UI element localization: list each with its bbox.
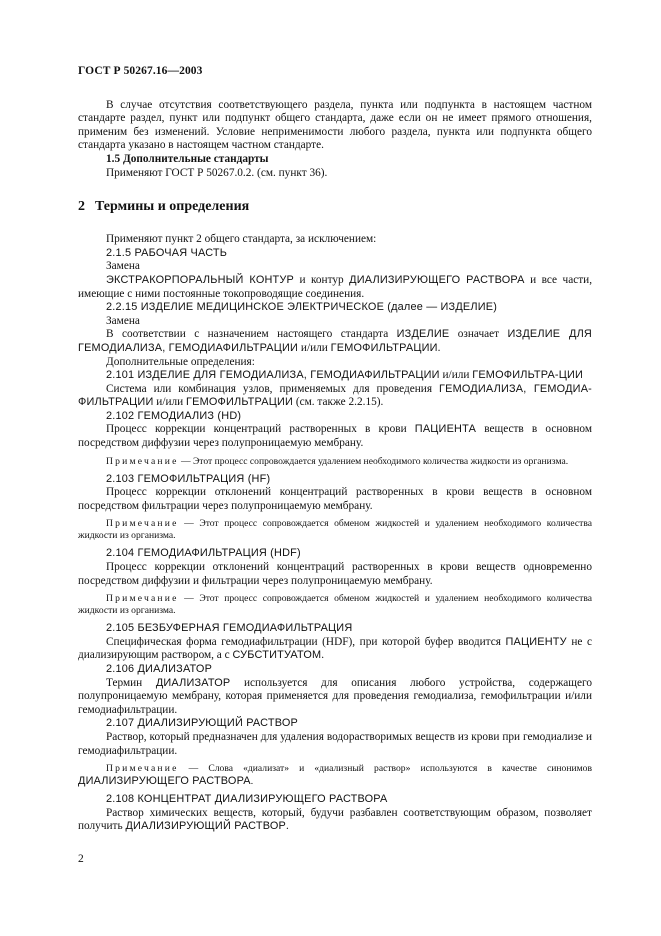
additional-definitions: Дополнительные определения: [106, 355, 255, 368]
term-2-101-text [78, 383, 592, 410]
term-2-104-label: 2.104 ГЕМОДИАФИЛЬТРАЦИЯ (HDF) [106, 547, 301, 560]
note-text: — Слова «диализат» и «диализный раствор» используются в качестве синонимов [178, 763, 592, 775]
term-2-2-15-label: 2.2.15 ИЗДЕЛИЕ МЕДИЦИНСКОЕ ЭЛЕКТРИЧЕСКОЕ (далее — ИЗДЕЛИЕ) [106, 301, 498, 314]
term-text: Система или комбинация узлов, применяемых для проведения [106, 382, 440, 395]
section-2-number: 2 [78, 199, 85, 215]
term-text-sans: ГЕМОФИЛЬТРА-ЦИИ [472, 369, 584, 382]
term-2-105-label: 2.105 БЕЗБУФЕРНАЯ ГЕМОДИАФИЛЬТРАЦИЯ [106, 622, 353, 635]
section-1-5-title: 1.5 Дополнительные стандарты [106, 152, 269, 165]
term-text: не с диализирующим раствором, а с [78, 635, 592, 662]
term-2-1-5-replace: Замена [106, 260, 140, 273]
term-2-102-label: 2.102 ГЕМОДИАЛИЗ (HD) [106, 409, 242, 422]
page-content [78, 65, 592, 834]
intro-paragraph: В случае отсутствия соответствующего раздела, пункта или подпункта в настоящем частном стандарте раздел, пункт или подпункт общего стандарта, даже если он не имеет прямого отношения, применим без изменений. Условие неприменимости любого раздела, пункта или подпункта общего стандарта указано в настоящем частном стандарте. [78, 98, 592, 152]
term-text: Термин [106, 676, 156, 689]
term-text: Раствор химических веществ, который, будучи разбавлен соответствующим образом, позволяет получить [78, 806, 592, 833]
note-prefix: Примечание [106, 455, 179, 467]
term-2-107-note [78, 763, 592, 788]
term-text: и контур [294, 273, 350, 286]
note-text: — Этот процесс сопровождается обменом жидкостей и удалением необходимого количества жидкости из организма. [78, 593, 592, 617]
section-2-title: Термины и определения [95, 199, 250, 215]
term-text: означает [449, 328, 508, 341]
note-text: — Этот процесс сопровождается удалением необходимого количества жидкости из организма. [178, 455, 569, 467]
term-text-sans: ДИАЛИЗИРУЮЩИЙ РАСТВОР [125, 820, 286, 833]
term-2-108-text [78, 807, 592, 834]
term-text: и/или [298, 341, 331, 354]
term-text-sans: ЭКСТРАКОРПОРАЛЬНЫЙ КОНТУР [106, 273, 294, 286]
term-2-1-5-label: 2.1.5 РАБОЧАЯ ЧАСТЬ [106, 246, 228, 259]
term-text-sans: ДИАЛИЗАТОР [155, 676, 231, 689]
term-text: и/или [153, 396, 187, 409]
term-text-sans: ГЕМОФИЛЬТРАЦИИ [330, 341, 438, 354]
note-text-sans: ДИАЛИЗИРУЮЩЕГО РАСТВОРА [78, 775, 251, 788]
term-2-108-label: 2.108 КОНЦЕНТРАТ ДИАЛИЗИРУЮЩЕГО РАСТВОРА [106, 793, 388, 806]
term-text-sans: ПАЦИЕНТУ [505, 635, 567, 648]
term-text: используется для описания любого устройства, содержащего полупроницаемую мембрану, которая применяется для проведения гемодиализа, гемофильтрации и/или гемодиафильтрации. [78, 676, 592, 716]
term-2-107-text: Раствор, который предназначен для удаления водорастворимых веществ из крови при гемодиализе и гемодиафильтрации. [78, 730, 592, 757]
page-number: 2 [78, 853, 84, 865]
term-2-104-note [78, 593, 592, 617]
standard-header: ГОСТ Р 50267.16—2003 [78, 65, 203, 77]
term-text-sans: ПАЦИЕНТА [414, 423, 477, 436]
term-text: Специфическая форма гемодиафильтрации (HDF), при которой буфер вводится [106, 635, 506, 648]
section-2-lead: Применяют пункт 2 общего стандарта, за исключением: [106, 233, 377, 246]
term-2-102-text [78, 423, 592, 450]
term-text: и все части, имеющие с ними постоянные токопроводящие соединения. [78, 273, 593, 300]
term-text: и/или [439, 369, 473, 382]
term-text: (см. также 2.2.15). [293, 396, 384, 409]
note-text: . [250, 776, 254, 788]
term-2-103-text: Процесс коррекции отклонений концентраций растворенных в крови веществ в основном посредством фильтрации через полупроницаемую мембрану. [78, 486, 592, 512]
term-text: Процесс коррекции концентраций растворенных в крови [106, 423, 415, 436]
note-prefix: Примечание [106, 763, 179, 775]
term-text-sans: ГЕМОФИЛЬТРАЦИИ [186, 396, 294, 409]
term-text: . [285, 820, 289, 833]
term-2-106-label: 2.106 ДИАЛИЗАТОР [106, 663, 213, 675]
term-2-2-15-replace: Замена [106, 314, 140, 327]
term-2-103-note [78, 518, 592, 542]
term-2-104-text: Процесс коррекции отклонений концентраций растворенных в крови веществ одновременно посредством диффузии и фильтрации через полупроницаемую мембрану. [78, 561, 592, 587]
term-text: . [321, 649, 325, 662]
term-text-sans: СУБСТИТУАТОМ [232, 649, 322, 662]
note-prefix: Примечание [106, 593, 179, 605]
term-text: . [437, 341, 441, 354]
term-text-sans: ДИАЛИЗИРУЮЩЕГО РАСТВОРА [349, 273, 525, 286]
term-text-sans: ИЗДЕЛИЕ ДЛЯ ГЕМОДИАЛИЗА, ГЕМОДИАФИЛЬТРАЦИИ [78, 328, 592, 354]
term-text-sans: 2.101 ИЗДЕЛИЕ ДЛЯ ГЕМОДИАЛИЗА, ГЕМОДИАФИЛЬТРАЦИИ [106, 369, 440, 382]
note-text: — Этот процесс сопровождается обменом жидкостей и удалением необходимого количества жидкости из организма. [78, 518, 592, 542]
term-2-2-15-text [78, 328, 592, 355]
section-2-heading [78, 199, 592, 215]
term-2-106-text [78, 677, 592, 718]
term-text-sans: ИЗДЕЛИЕ [396, 328, 450, 341]
term-text: веществ в основном посредством диффузии через полупроницаемую мембрану. [78, 423, 592, 450]
term-text: В соответствии с назначением настоящего стандарта [106, 328, 397, 341]
term-2-103-label: 2.103 ГЕМОФИЛЬТРАЦИЯ (HF) [106, 472, 271, 485]
note-prefix: Примечание [106, 518, 179, 530]
term-text-sans: ГЕМОДИАЛИЗА, ГЕМОДИА-ФИЛЬТРАЦИИ [78, 382, 592, 409]
section-1-5-text: Применяют ГОСТ Р 50267.0.2. (см. пункт 36). [106, 166, 328, 179]
term-2-101-label [78, 369, 592, 383]
term-2-105-text [78, 636, 592, 663]
term-2-102-note [78, 456, 592, 468]
term-2-107-label: 2.107 ДИАЛИЗИРУЮЩИЙ РАСТВОР [106, 717, 298, 730]
term-2-1-5-text [78, 274, 592, 301]
